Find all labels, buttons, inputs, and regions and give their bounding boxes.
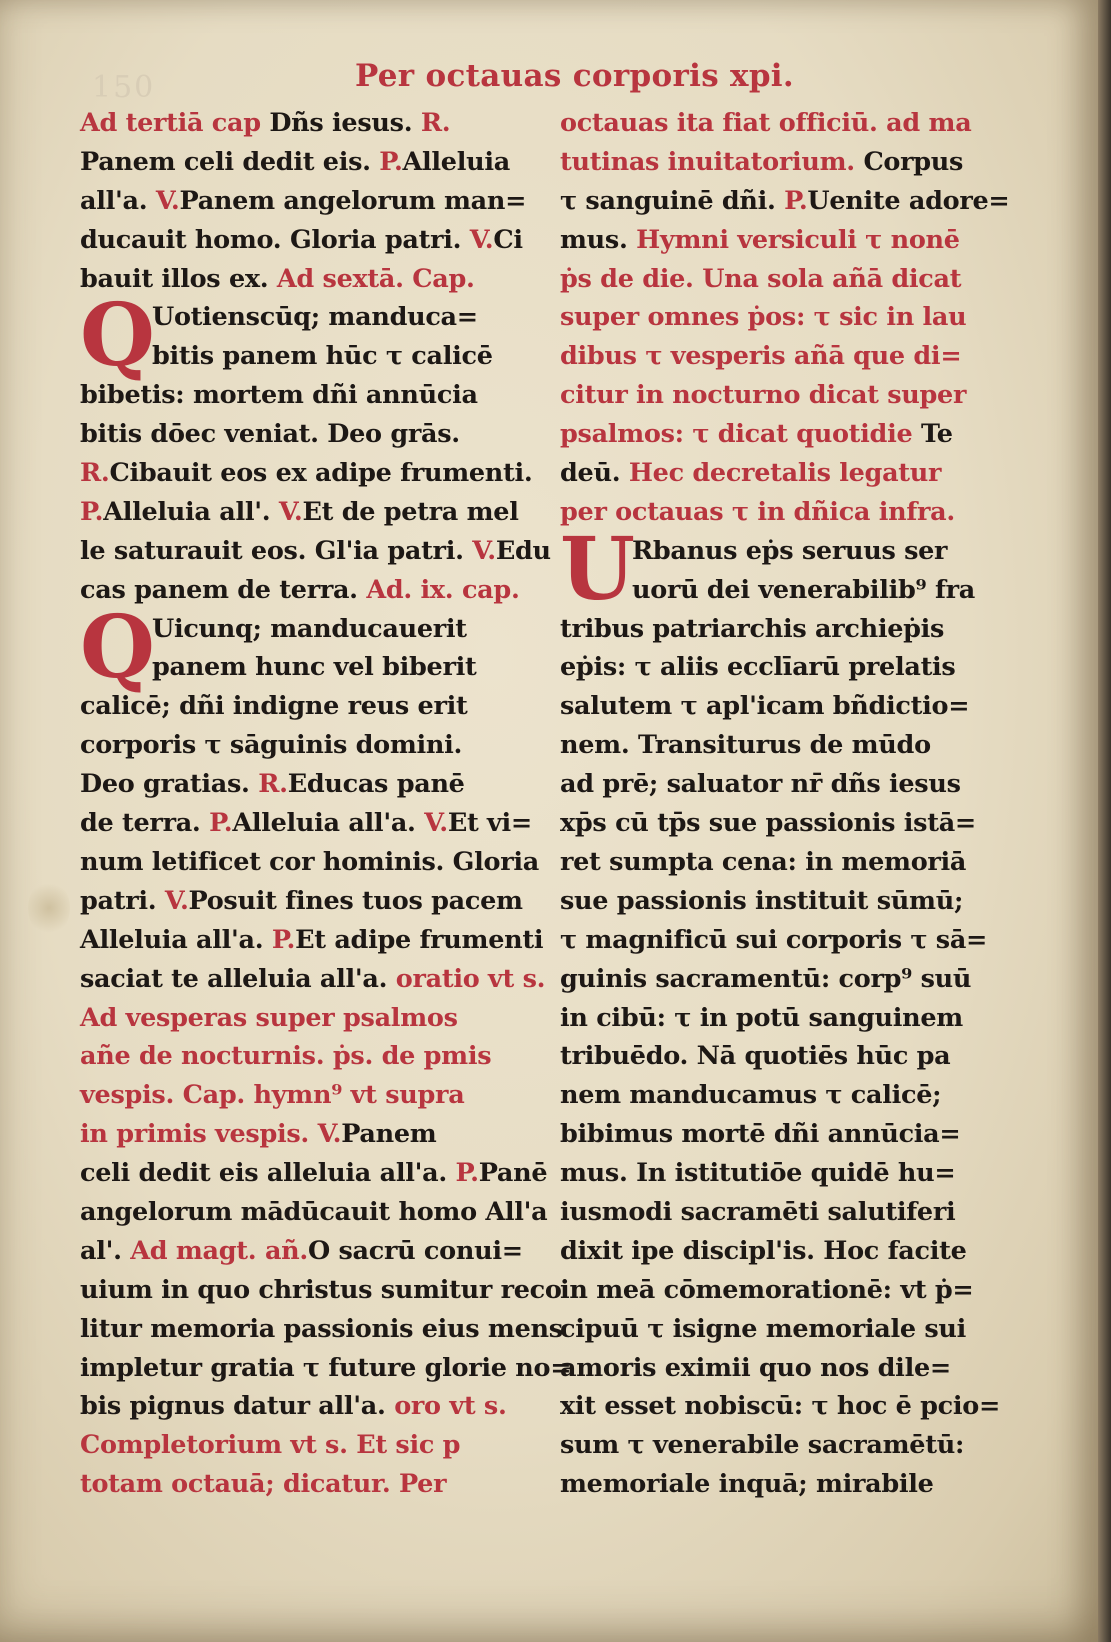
text-line [80,1310,563,1349]
text-line [560,454,1015,493]
body-text: Alleluia [402,146,510,177]
body-text: le saturauit eos. Gl'ia patri. [80,535,473,566]
text-line [560,960,1015,999]
rubric-text: añe de nocturnis. ṗs. de pmis [80,1041,492,1072]
text-line [560,1310,1015,1349]
body-text: dixit ipe discipl'is. Hoc facite [560,1235,967,1266]
text-line [80,260,535,299]
body-text: Et de petra mel [302,496,519,527]
text-line [560,921,1015,960]
text-line [80,1193,548,1232]
right-lines-after-initial [560,610,1015,1504]
body-text: τ magnificū sui corporis τ sā= [560,924,988,955]
body-text: de terra. [80,808,210,839]
text-line [80,1037,535,1076]
body-text: uium in quo christus sumitur reco [80,1274,562,1305]
text-line [560,221,1015,260]
rubric-text: P. [271,924,296,955]
rubric-text: octauas ita fiat officiū. ad ma [560,108,972,138]
text-line [80,1232,535,1271]
body-text: nem manducamus τ calicē; [560,1080,942,1111]
body-text: bibetis: mortem dñi annūcia [80,380,478,411]
body-text: Uenite adore= [807,185,1010,216]
body-text: corporis τ sāguinis domini. [80,730,463,761]
body-text: Panē [478,1158,548,1189]
rubric-text: psalmos: τ dicat quotidie [560,419,921,450]
decorated-initial-u: U [560,518,635,620]
rubric-text: vespis. Cap. hymn⁹ vt supra [80,1080,465,1111]
text-line [560,610,1015,649]
text-line [560,765,1015,804]
rubric-text: V. [472,535,496,566]
rubric-text: oro vt s. [394,1391,507,1422]
text-line [80,454,535,493]
body-text: al'. [80,1235,131,1266]
body-text: nem. Transiturus de mūdo [560,730,931,761]
decorated-initial-q: Q [80,596,155,698]
text-line [560,843,1015,882]
body-text: deū. [560,458,629,489]
text-line [560,1387,1015,1426]
body-text: amoris eximii quo nos dile= [560,1352,951,1383]
text-line [80,1076,535,1115]
body-text: sum τ venerabile sacramētū: [560,1430,965,1461]
text-line [80,921,544,960]
text-line [560,1349,1015,1388]
body-text: Deo gratias. [80,769,259,800]
rubric-text: tutinas inuitatorium. [560,146,864,177]
body-text: ret sumpta cena: in memoriā [560,846,967,877]
page-stain [28,880,70,936]
rubric-text: P. [455,1158,479,1189]
body-text: memoriale inquā; mirabile [560,1469,934,1500]
body-text: Et adipe frumenti [295,924,544,955]
body-text: Rbanus eṗs seruus ser [632,535,948,566]
body-text: bis pignus datur all'a. [80,1391,395,1422]
text-line [80,687,535,726]
text-line [80,104,535,143]
text-line [80,882,535,921]
body-text: sue passionis instituit sūmū; [560,885,964,916]
rubric-text: per octauas τ in dñica infra. [560,496,955,527]
left-initial-block-2 [80,596,535,698]
text-line [80,1426,535,1465]
text-line [80,1271,562,1310]
rubric-text: citur in nocturno dicat super [560,380,967,411]
text-line [80,1465,535,1504]
rubric-text: V. [317,1119,342,1150]
text-line [80,1154,548,1193]
body-text: bitis dōec veniat. Deo grās. [80,419,460,450]
body-text: bitis panem hūc τ calicē [152,341,493,372]
body-text: tribuēdo. Nā quotiēs hūc pa [560,1041,951,1072]
text-line [80,804,535,843]
body-text: saciat te alleluia all'a. [80,963,396,994]
body-text: τ sanguinē dñi. [560,185,785,216]
body-text: bibimus mortē dñi annūcia= [560,1119,961,1150]
text-line [560,1426,1015,1465]
body-text: ad prē; saluator nr̄ dñs iesus [560,769,961,800]
right-lines-before-initial [560,104,1015,532]
rubric-text: P. [80,496,104,527]
rubric-text: P. [379,146,403,177]
text-line [560,1115,1015,1154]
text-line [560,1271,1015,1310]
rubric-text: P. [209,808,233,839]
body-text: impletur gratia τ future glorie no= [80,1352,572,1383]
text-line [80,765,535,804]
body-text: all'a. [80,185,156,216]
body-text: Panem angelorum man= [179,185,527,216]
body-text: bauit illos ex. [80,263,277,294]
text-line [560,415,1015,454]
body-text: uorū dei venerabilib⁹ fra [632,574,975,605]
text-line [560,337,1015,376]
body-text: Panem [341,1119,437,1150]
body-text: xit esset nobiscū: τ hoc ē pcio= [560,1391,1001,1422]
body-text: angelorum mādūcauit homo All'a [80,1196,548,1227]
text-line [80,532,551,571]
left-initial-block-1 [80,285,535,387]
body-text: Corpus [863,146,964,177]
body-text: iusmodi sacramēti salutiferi [560,1196,956,1227]
body-text: Panem celi dedit eis. [80,146,380,177]
body-text: cipuū τ isigne memoriale sui [560,1313,967,1344]
body-text: in meā cōmemorationē: vt ṗ= [560,1274,974,1305]
text-line [80,1349,572,1388]
text-line [560,1154,1015,1193]
text-line [80,415,535,454]
text-line [80,182,535,221]
right-column [560,104,1015,1504]
text-line [560,260,1015,299]
text-line [80,726,535,765]
left-lines-between-initials [80,376,551,609]
text-line [80,221,535,260]
body-text: calicē; dñi indigne reus erit [80,691,468,722]
rubric-text: Ad magt. añ. [130,1235,308,1266]
body-text: celi dedit eis alleluia all'a. [80,1158,456,1189]
rubric-text: oratio vt s. [395,963,546,994]
text-line [80,493,535,532]
rubric-text: V. [164,885,189,916]
rubric-text: V. [424,808,448,839]
body-text: Ci [493,224,523,255]
body-text: O sacrū conui= [307,1235,523,1266]
body-text: mus. In istitutiōe quidē hu= [560,1158,956,1189]
left-lines-after-initials [80,687,572,1504]
text-line [560,882,1015,921]
text-line [560,104,1015,143]
rubric-text: dibus τ vesperis añā que di= [560,341,962,372]
text-line [560,687,1015,726]
folio-number: 150 [92,70,156,105]
body-text: cas panem de terra. [80,574,367,605]
body-text: guinis sacramentū: corp⁹ suū [560,963,972,994]
rubric-text: Ad tertiā cap [80,108,261,138]
rubric-text: Ad. ix. cap. [366,574,520,605]
text-line [560,376,1015,415]
body-text: Et vi= [447,808,532,839]
body-text: Te [920,419,953,450]
body-text: Alleluia all'. [103,496,279,527]
left-column [80,104,572,1504]
body-text: Dñs iesus. [260,108,421,138]
body-text: Posuit fines tuos pacem [188,885,523,916]
rubric-text: V. [278,496,303,527]
rubric-text: R. [80,458,110,489]
rubric-text: ṗs de die. Una sola añā dicat [560,263,962,294]
text-line [560,1465,1015,1504]
rubric-text: V. [155,185,180,216]
body-text: panem hunc vel biberit [152,652,477,683]
rubric-text: Ad sextā. Cap. [276,263,475,294]
rubric-text: R. [420,108,451,138]
text-line [560,726,1015,765]
text-line [80,143,535,182]
text-line [560,1193,1015,1232]
right-initial-block [560,518,1015,620]
left-lines-before-initial-1 [80,104,535,298]
body-text: mus. [560,224,637,255]
body-text: Uicunq; manducauerit [152,613,467,644]
text-line [560,182,1015,221]
rubric-text: P. [784,185,808,216]
text-line [80,1387,535,1426]
body-text: eṗis: τ aliis ecclīarū prelatis [560,652,956,683]
body-text: Uotienscūq; manduca= [152,302,478,333]
body-text: patri. [80,885,165,916]
body-text: Cibauit eos ex adipe frumenti. [109,458,533,489]
text-line [560,143,1015,182]
text-line [560,493,1015,532]
body-text: num letificet cor hominis. Gloria [80,846,539,877]
rubric-text: Hec decretalis legatur [628,458,942,489]
rubric-text: totam octauā; dicatur. Per [80,1469,447,1500]
text-line [560,1076,1015,1115]
text-line [560,999,1015,1038]
running-head: Per octauas corporis xpi. [355,58,794,94]
text-line [560,298,1015,337]
body-text: Alleluia all'a. [80,924,272,955]
body-text: Alleluia all'a. [232,808,425,839]
body-text: xp̄s cū tp̄s sue passionis istā= [560,808,976,839]
text-line [560,804,1015,843]
rubric-text: super omnes ṗos: τ sic in lau [560,302,967,333]
body-text: tribus patriarchis archieṗis [560,613,945,644]
body-text: Edu [495,535,551,566]
rubric-text: Completorium vt s. Et sic p [80,1430,461,1461]
text-line [80,843,539,882]
rubric-text: V. [469,224,494,255]
text-line [80,1115,535,1154]
body-text: in cibū: τ in potū sanguinem [560,1002,963,1033]
text-line [560,1232,1015,1271]
book-edge [1098,0,1111,1642]
text-line [560,648,1015,687]
rubric-text: R. [258,769,288,800]
body-text: salutem τ apl'icam bñdictio= [560,691,970,722]
text-line [80,571,535,610]
rubric-text: Hymni versiculi τ nonē [636,224,960,255]
decorated-initial-q: Q [80,285,155,387]
body-text: ducauit homo. Gloria patri. [80,224,470,255]
body-text: Educas panē [287,769,465,800]
text-line [560,1037,1015,1076]
text-line [80,960,546,999]
body-text: litur memoria passionis eius mens [80,1313,563,1344]
text-line [80,376,535,415]
text-line [80,999,535,1038]
rubric-text: in primis vespis. [80,1119,318,1150]
rubric-text: Ad vesperas super psalmos [80,1002,458,1033]
